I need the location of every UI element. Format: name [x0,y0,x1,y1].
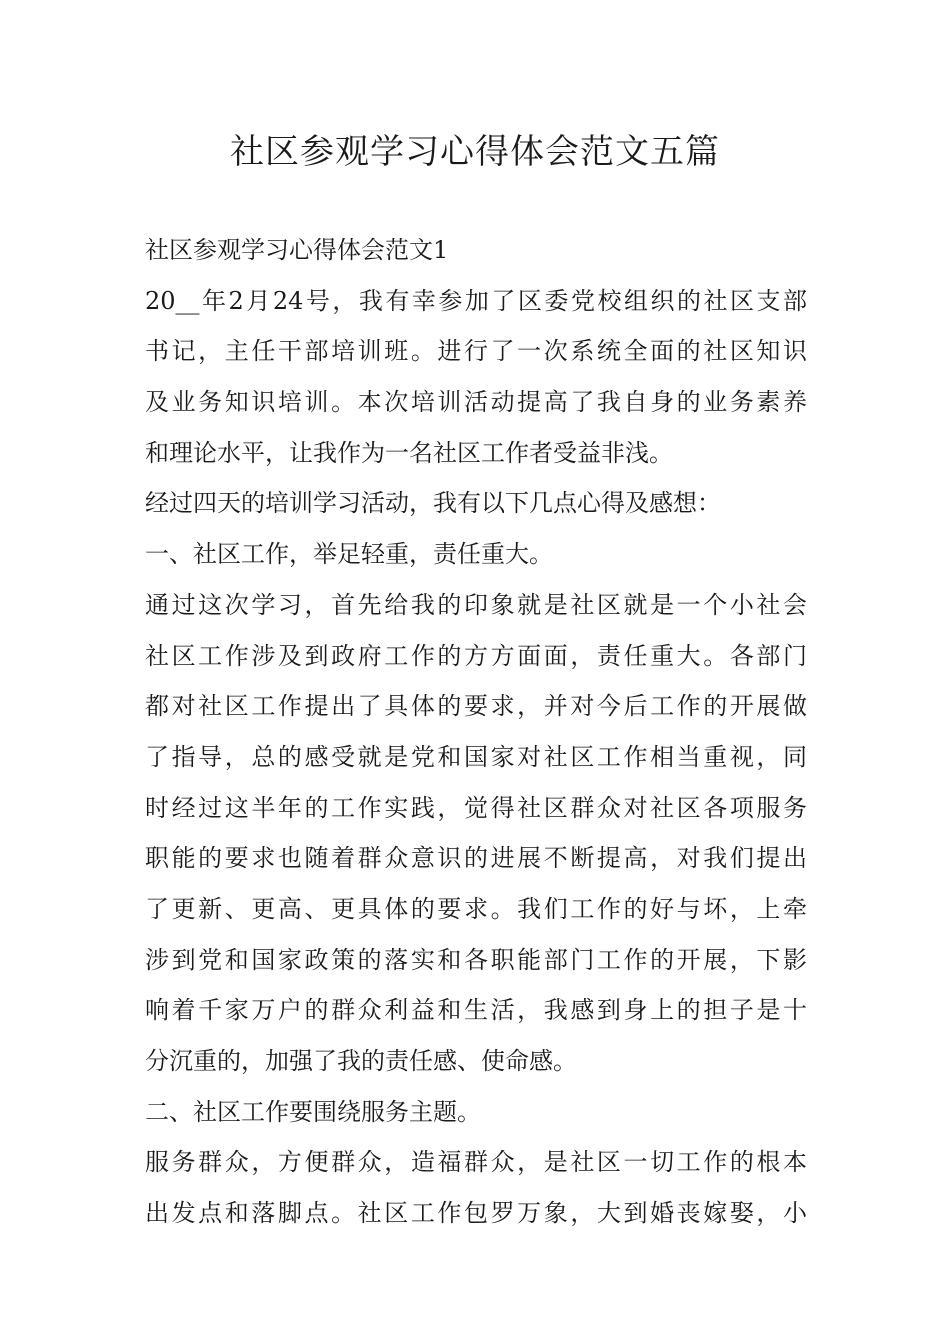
paragraph-line: 通过这次学习，首先给我的印象就是社区就是一个小社会 [145,590,807,619]
paragraph-line: 社区工作涉及到政府工作的方方面面，责任重大。各部门 [145,641,807,670]
paragraph-line: 职能的要求也随着群众意识的进展不断提高，对我们提出 [145,844,807,873]
list-heading: 二、社区工作要围绕服务主题。 [145,1097,481,1126]
paragraph-line: 了指导，总的感受就是党和国家对社区工作相当重视，同 [145,742,807,771]
paragraph-line: 及业务知识培训。本次培训活动提高了我自身的业务素养 [145,388,807,417]
paragraph-line: 经过四天的培训学习活动，我有以下几点心得及感想： [145,489,721,518]
paragraph-line: 都对社区工作提出了具体的要求，并对今后工作的开展做 [145,692,807,721]
list-heading: 一、社区工作，举足轻重，责任重大。 [145,540,553,569]
paragraph-line: 书记，主任干部培训班。进行了一次系统全面的社区知识 [145,337,807,366]
paragraph-line: 出发点和落脚点。社区工作包罗万象，大到婚丧嫁娶，小 [145,1199,807,1228]
document-body [145,233,807,1247]
section-heading: 社区参观学习心得体会范文1 [145,236,449,264]
paragraph-line: 和理论水平，让我作为一名社区工作者受益非浅。 [145,438,673,467]
paragraph-line: 响着千家万户的群众利益和生活，我感到身上的担子是十 [145,996,807,1025]
paragraph-line: 时经过这半年的工作实践，觉得社区群众对社区各项服务 [145,793,807,822]
document-title: 社区参观学习心得体会范文五篇 [230,132,720,172]
paragraph-line: 了更新、更高、更具体的要求。我们工作的好与坏，上牵 [145,894,807,923]
paragraph-line: 分沉重的，加强了我的责任感、使命感。 [145,1047,577,1075]
paragraph-line: 涉到党和国家政策的落实和各职能部门工作的开展，下影 [145,945,807,974]
paragraph-line: 服务群众，方便群众，造福群众，是社区一切工作的根本 [145,1148,807,1177]
paragraph-line: 20__年2月24号，我有幸参加了区委党校组织的社区支部 [145,286,807,315]
